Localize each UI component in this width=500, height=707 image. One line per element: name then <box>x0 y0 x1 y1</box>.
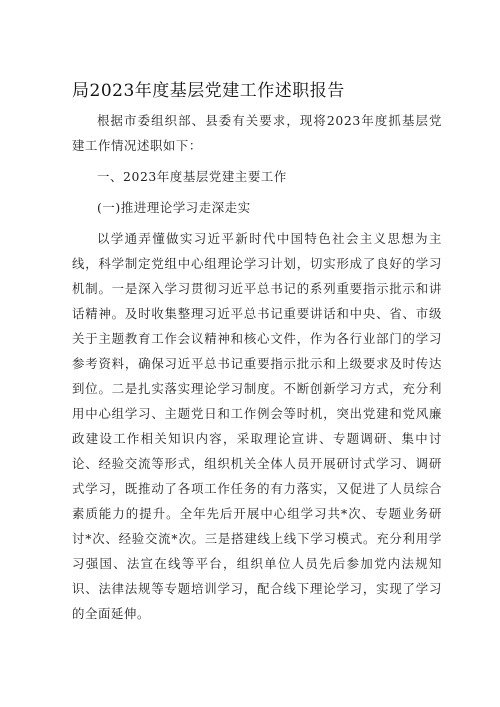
subsection-heading: (一)推进理论学习走深走实 <box>97 200 251 215</box>
section-heading: 一、2023年度基层党建主要工作 <box>97 169 287 184</box>
intro-paragraph: 根据市委组织部、县委有关要求，现将2023年度抓基层党建工作情况述职如下： <box>72 113 442 153</box>
document-title: 局2023年度基层党建工作述职报告 <box>72 81 345 101</box>
body-paragraph: 以学通弄懂做实习近平新时代中国特色社会主义思想为主线，科学制定党组中心组理论学习计划，切实形成了良好的学习机制。一是深入学习贯彻习近平总书记的系列重要指示批示和讲话精神。及时收集整理习近平总书记重要讲话和中央、省、市级关于主题教育工作会议精神和核心文件，作为各行业部门的学习参考资料，确保习近平总书记重要指示批示和上级要求及时传达到位。二是扎实落实理论学习制度。不断创新学习方式，充分利用中心组学习、主题党日和工作例会等时机，突出党建和党风廉政建设工作相关知识内容，采取理论宣讲、专题调研、集中讨论、经验交流等形式，组织机关全体人员开展研讨式学习、调研式学习，既推动了各项工作任务的有力落实，又促进了人员综合素质能力的提升。全年先后开展中心组学习共*次、专题业务研讨*次、经验交流*次。三是搭建线上线下学习模式。充分利用学习强国、法宣在线等平台，组织单位人员先后参加党内法规知识、法律法规等专题培训学习，配合线下理论学习，实现了学习的全面延伸。 <box>72 231 442 621</box>
document-body <box>72 108 442 626</box>
